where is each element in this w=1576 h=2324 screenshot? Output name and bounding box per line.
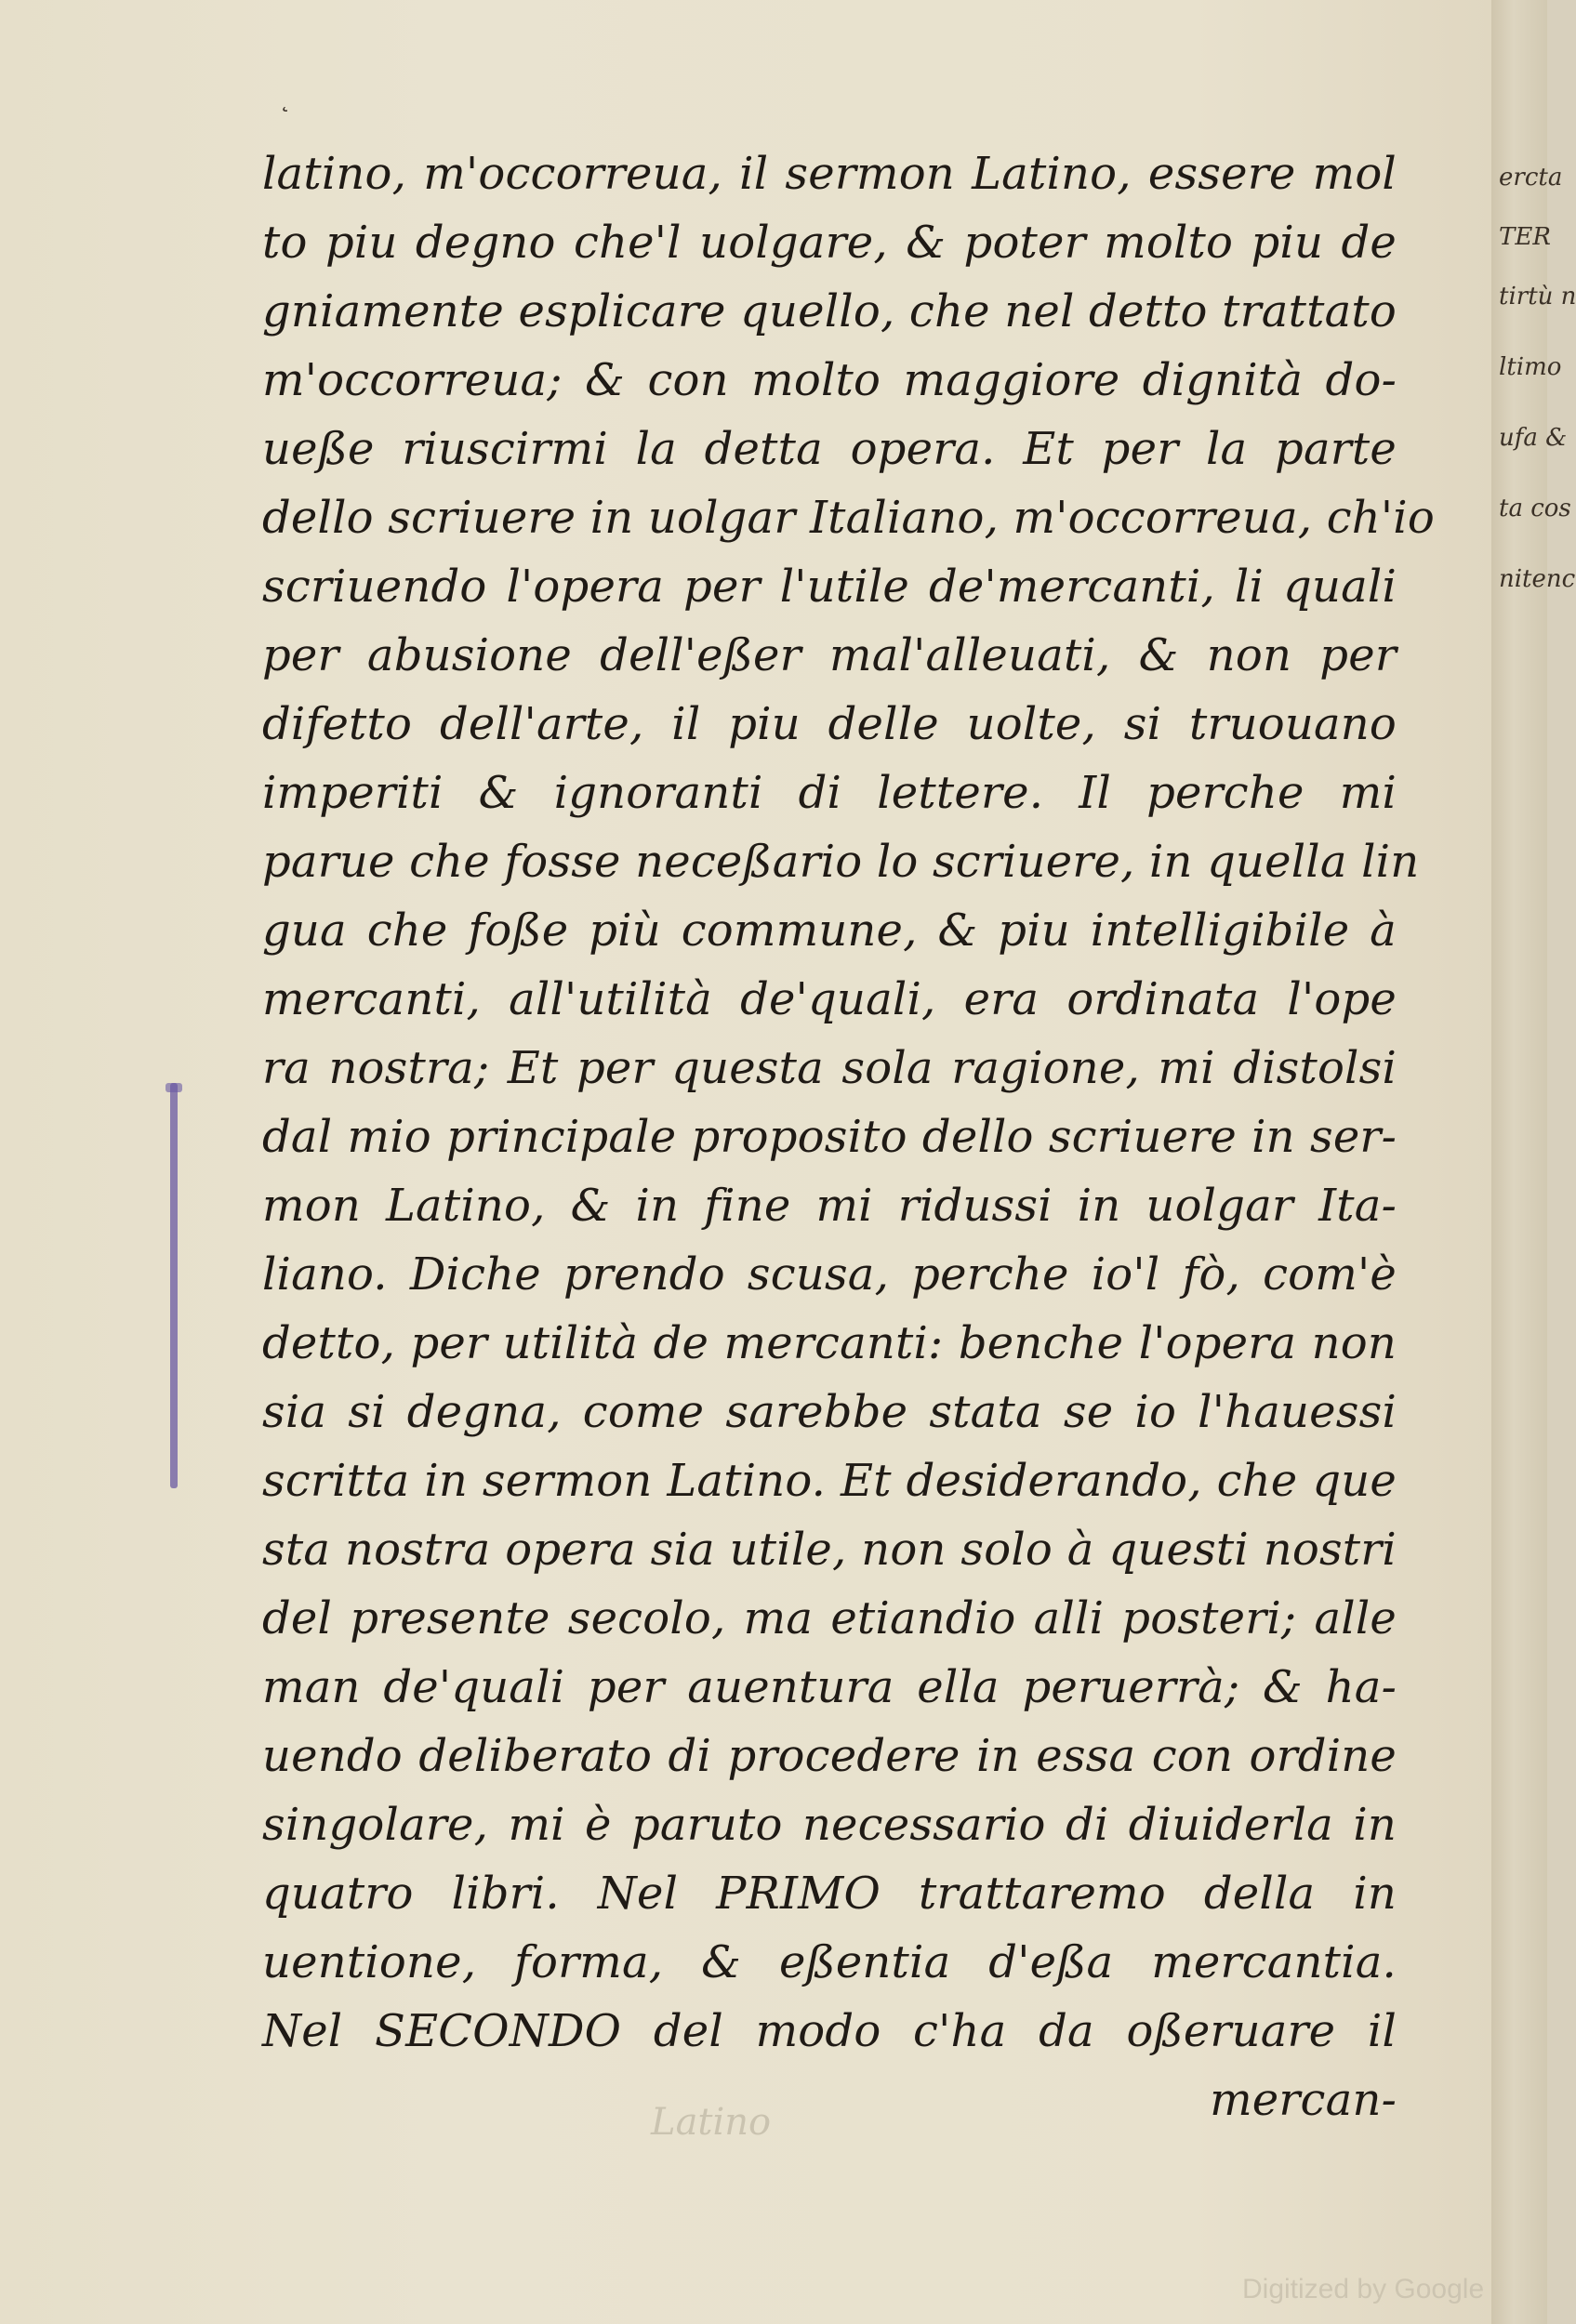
text-line: dal mio principale proposito dello scriuere in ser- (262, 1111, 1397, 1163)
text-line: ra nostra; Et per questa sola ragione, mi distolsi (262, 1042, 1397, 1094)
facing-page-fragment: ltimo (1499, 353, 1562, 381)
text-line: gniamente esplicare quello, che nel detto trattato (262, 285, 1397, 337)
facing-page-fragment: nitenc (1499, 565, 1576, 593)
text-line: del presente secolo, ma etiandio alli posteri; alle (262, 1592, 1397, 1644)
text-line: quatro libri. Nel PRIMO trattaremo della in (262, 1868, 1397, 1920)
margin-ink-mark-tick (166, 1083, 182, 1092)
text-line: detto, per utilità de mercanti: benche l'opera non (262, 1317, 1397, 1369)
page-text-block (262, 139, 1435, 2134)
facing-page-fragment: ta cos (1499, 495, 1571, 522)
facing-page-edge (1491, 0, 1576, 2324)
text-line: man de'quali per auentura ella peruerrà; & ha- (262, 1661, 1397, 1713)
text-line: liano. Diche prendo scusa, perche io'l fò, com'è (262, 1248, 1397, 1301)
text-line: uentione, forma, & eßentia d'eßa mercantia. (262, 1936, 1397, 1988)
text-line: mercanti, all'utilità de'quali, era ordinata l'ope (262, 973, 1397, 1025)
facing-page-fragment: ufa & (1499, 424, 1568, 452)
text-line: scritta in sermon Latino. Et desiderando, che que (262, 1455, 1397, 1507)
text-line: imperiti & ignoranti di lettere. Il perche mi (262, 767, 1397, 819)
text-line: mon Latino, & in fine mi ridussi in uolgar Ita- (262, 1180, 1397, 1232)
text-line: per abusione dell'eßer mal'alleuati, & non per (262, 629, 1397, 681)
text-line: scriuendo l'opera per l'utile de'mercanti, li quali (262, 561, 1397, 613)
margin-ink-mark (170, 1083, 178, 1488)
header-mark: ˛ (279, 86, 291, 113)
text-line: sta nostra opera sia utile, non solo à questi nostri (262, 1524, 1397, 1576)
text-line: singolare, mi è paruto necessario di diuiderla in (262, 1799, 1397, 1851)
text-line: parue che fosse neceßario lo scriuere, in quella lin (262, 836, 1420, 888)
text-line: gua che foße più commune, & piu intelligibile à (262, 905, 1397, 957)
text-line: Nel SECONDO del modo c'ha da oßeruare il (262, 2005, 1397, 2057)
text-line: dello scriuere in uolgar Italiano, m'occorreua, ch'io (262, 492, 1435, 544)
scan-watermark: Digitized by Google (1242, 2274, 1485, 2304)
facing-page-fragment: TER (1499, 223, 1551, 251)
facing-page-fragment: ercta (1499, 164, 1563, 191)
bleed-through-text: Latino (651, 2101, 772, 2144)
text-line: sia si degna, come sarebbe stata se io l'hauessi (262, 1386, 1397, 1438)
text-line: ueße riuscirmi la detta opera. Et per la parte (262, 423, 1397, 475)
text-line: m'occorreua; & con molto maggiore dignità do- (262, 354, 1397, 406)
text-line: difetto dell'arte, il piu delle uolte, si truouano (262, 698, 1397, 750)
facing-page-fragment: tirtù n (1499, 283, 1576, 310)
catchword: mercan- (1210, 2074, 1397, 2126)
text-line: uendo deliberato di procedere in essa con ordine (262, 1730, 1397, 1782)
text-line: latino, m'occorreua, il sermon Latino, essere mol (262, 148, 1397, 200)
text-line: to piu degno che'l uolgare, & poter molto piu de (262, 217, 1397, 269)
